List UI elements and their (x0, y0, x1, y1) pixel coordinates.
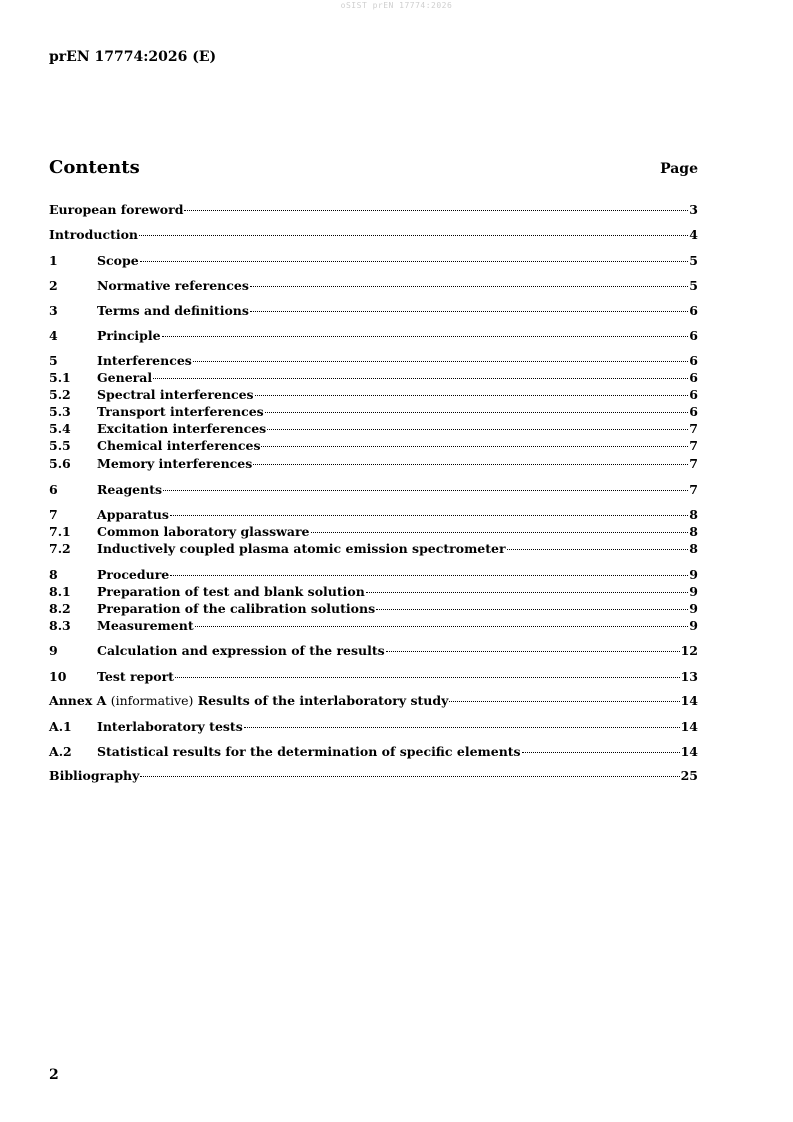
toc-page: 9 (689, 567, 698, 582)
toc-leader (376, 609, 688, 610)
toc-title: Test report (97, 669, 174, 684)
annex-title: Results of the interlaboratory study (197, 693, 449, 708)
toc-entry[interactable] (49, 201, 698, 218)
toc-number: 5.4 (49, 421, 71, 436)
toc-entry[interactable] (49, 506, 698, 523)
toc-number: 5.3 (49, 404, 71, 419)
toc-entry[interactable] (49, 642, 698, 659)
toc-leader (163, 490, 688, 491)
toc-title: Normative references (97, 278, 249, 293)
toc-title: Preparation of the calibration solutions (97, 601, 376, 616)
toc-entry[interactable] (49, 668, 698, 685)
toc-page: 8 (689, 507, 698, 522)
toc-page: 25 (680, 768, 698, 783)
toc-entry[interactable] (49, 583, 698, 600)
toc-page: 13 (680, 669, 698, 684)
page-number: 2 (49, 1067, 59, 1083)
toc-page: 9 (689, 618, 698, 633)
toc-title: Inductively coupled plasma atomic emission spectrometer (97, 541, 506, 556)
toc-page: 7 (689, 421, 698, 436)
toc-leader (244, 727, 680, 728)
toc-entry[interactable] (49, 369, 698, 386)
annex-note: (informative) (110, 693, 194, 708)
toc-title: Spectral interferences (97, 387, 254, 402)
toc-entry[interactable] (49, 252, 698, 269)
toc-title: Apparatus (97, 507, 169, 522)
toc-leader (255, 395, 689, 396)
toc-entry[interactable] (49, 302, 698, 319)
toc-number: A.2 (49, 744, 72, 759)
annex-label: Annex A (49, 693, 107, 708)
toc-number: 5.5 (49, 438, 71, 453)
toc-leader (366, 592, 688, 593)
toc-number: 9 (49, 643, 58, 658)
toc-entry[interactable] (49, 523, 698, 540)
toc-entry[interactable] (49, 420, 698, 437)
toc-title: Preparation of test and blank solution (97, 584, 365, 599)
toc-page: 3 (689, 202, 698, 217)
toc-number: 8.2 (49, 601, 71, 616)
toc-title: European foreword (49, 202, 184, 217)
toc-entry[interactable] (49, 718, 698, 735)
toc-leader (139, 235, 688, 236)
toc-page: 6 (689, 303, 698, 318)
toc-leader (265, 412, 689, 413)
toc-leader (449, 701, 679, 702)
toc-page: 5 (689, 253, 698, 268)
toc-entry[interactable] (49, 277, 698, 294)
toc-leader (162, 336, 689, 337)
toc-number: 8.1 (49, 584, 71, 599)
toc-title: Interlaboratory tests (97, 719, 243, 734)
toc-title: General (97, 370, 153, 385)
toc-page: 6 (689, 353, 698, 368)
toc-leader (140, 776, 679, 777)
toc-page: 9 (689, 584, 698, 599)
toc-number: 1 (49, 253, 58, 268)
toc-page: 6 (689, 387, 698, 402)
toc-number: 8 (49, 567, 58, 582)
toc-page: 9 (689, 601, 698, 616)
toc-title: Measurement (97, 618, 194, 633)
toc-entry[interactable] (49, 767, 698, 784)
toc-title: Principle (97, 328, 161, 343)
toc-title: Transport interferences (97, 404, 264, 419)
toc-title: Chemical interferences (97, 438, 261, 453)
toc-title: Calculation and expression of the results (97, 643, 385, 658)
toc-entry[interactable] (49, 481, 698, 498)
toc-title: Excitation interferences (97, 421, 267, 436)
toc-entry[interactable] (49, 386, 698, 403)
toc-number: 4 (49, 328, 58, 343)
toc-entry[interactable] (49, 352, 698, 369)
toc-page: 5 (689, 278, 698, 293)
toc-number: 5.6 (49, 456, 71, 471)
contents-title: Contents (49, 157, 140, 178)
toc-entry[interactable] (49, 540, 698, 557)
watermark: oSIST prEN 17774:2026 (340, 1, 453, 10)
toc-leader (193, 361, 688, 362)
toc-leader (170, 515, 688, 516)
toc-leader (184, 210, 688, 211)
page-column-label: Page (660, 161, 698, 177)
toc-number: 5.2 (49, 387, 71, 402)
toc-leader (261, 446, 688, 447)
toc-leader (253, 464, 688, 465)
toc-entry[interactable] (49, 455, 698, 472)
toc-leader (250, 311, 688, 312)
toc-entry[interactable] (49, 403, 698, 420)
toc-entry[interactable] (49, 600, 698, 617)
toc-title: Interferences (97, 353, 192, 368)
toc-page: 14 (680, 744, 698, 759)
toc-page: 7 (689, 482, 698, 497)
toc-entry[interactable] (49, 327, 698, 344)
toc-leader (522, 752, 680, 753)
toc-entry[interactable] (49, 226, 698, 243)
toc-title: Scope (97, 253, 139, 268)
toc-title: Terms and definitions (97, 303, 249, 318)
toc-leader (250, 286, 688, 287)
toc-title: Procedure (97, 567, 170, 582)
toc-page: 6 (689, 404, 698, 419)
toc-leader (195, 626, 689, 627)
toc-leader (386, 651, 680, 652)
toc-leader (170, 575, 688, 576)
document-reference: prEN 17774:2026 (E) (49, 49, 217, 65)
toc-number: 6 (49, 482, 58, 497)
toc-page: 12 (680, 643, 698, 658)
toc-title: Bibliography (49, 768, 140, 783)
toc-number: 7.1 (49, 524, 71, 539)
toc-title: Common laboratory glassware (97, 524, 310, 539)
toc-page: 14 (680, 719, 698, 734)
toc-number: 3 (49, 303, 58, 318)
toc-number: A.1 (49, 719, 72, 734)
toc-entry[interactable] (49, 743, 698, 760)
toc-page: 7 (689, 456, 698, 471)
toc-entry[interactable] (49, 437, 698, 454)
toc-title: Statistical results for the determination of specific elements (97, 744, 521, 759)
toc-leader (311, 532, 689, 533)
toc-number: 7.2 (49, 541, 71, 556)
toc-page: 6 (689, 328, 698, 343)
toc-title (49, 692, 448, 709)
toc-title: Memory interferences (97, 456, 253, 471)
toc-entry-annex[interactable] (49, 692, 698, 709)
toc-page: 14 (680, 693, 698, 708)
toc-number: 8.3 (49, 618, 71, 633)
toc-leader (267, 429, 688, 430)
toc-number: 2 (49, 278, 58, 293)
toc-number: 5.1 (49, 370, 71, 385)
toc-page: 7 (689, 438, 698, 453)
toc-number: 5 (49, 353, 58, 368)
toc-number: 7 (49, 507, 58, 522)
toc-number: 10 (49, 669, 67, 684)
toc-leader (140, 261, 689, 262)
toc-leader (507, 549, 689, 550)
toc-page: 4 (689, 227, 698, 242)
toc-title: Introduction (49, 227, 139, 242)
toc-entry[interactable] (49, 566, 698, 583)
toc-page: 8 (689, 541, 698, 556)
toc-entry[interactable] (49, 617, 698, 634)
toc-page: 8 (689, 524, 698, 539)
toc-leader (175, 677, 680, 678)
toc-page: 6 (689, 370, 698, 385)
toc-title: Reagents (97, 482, 163, 497)
toc-leader (153, 378, 688, 379)
